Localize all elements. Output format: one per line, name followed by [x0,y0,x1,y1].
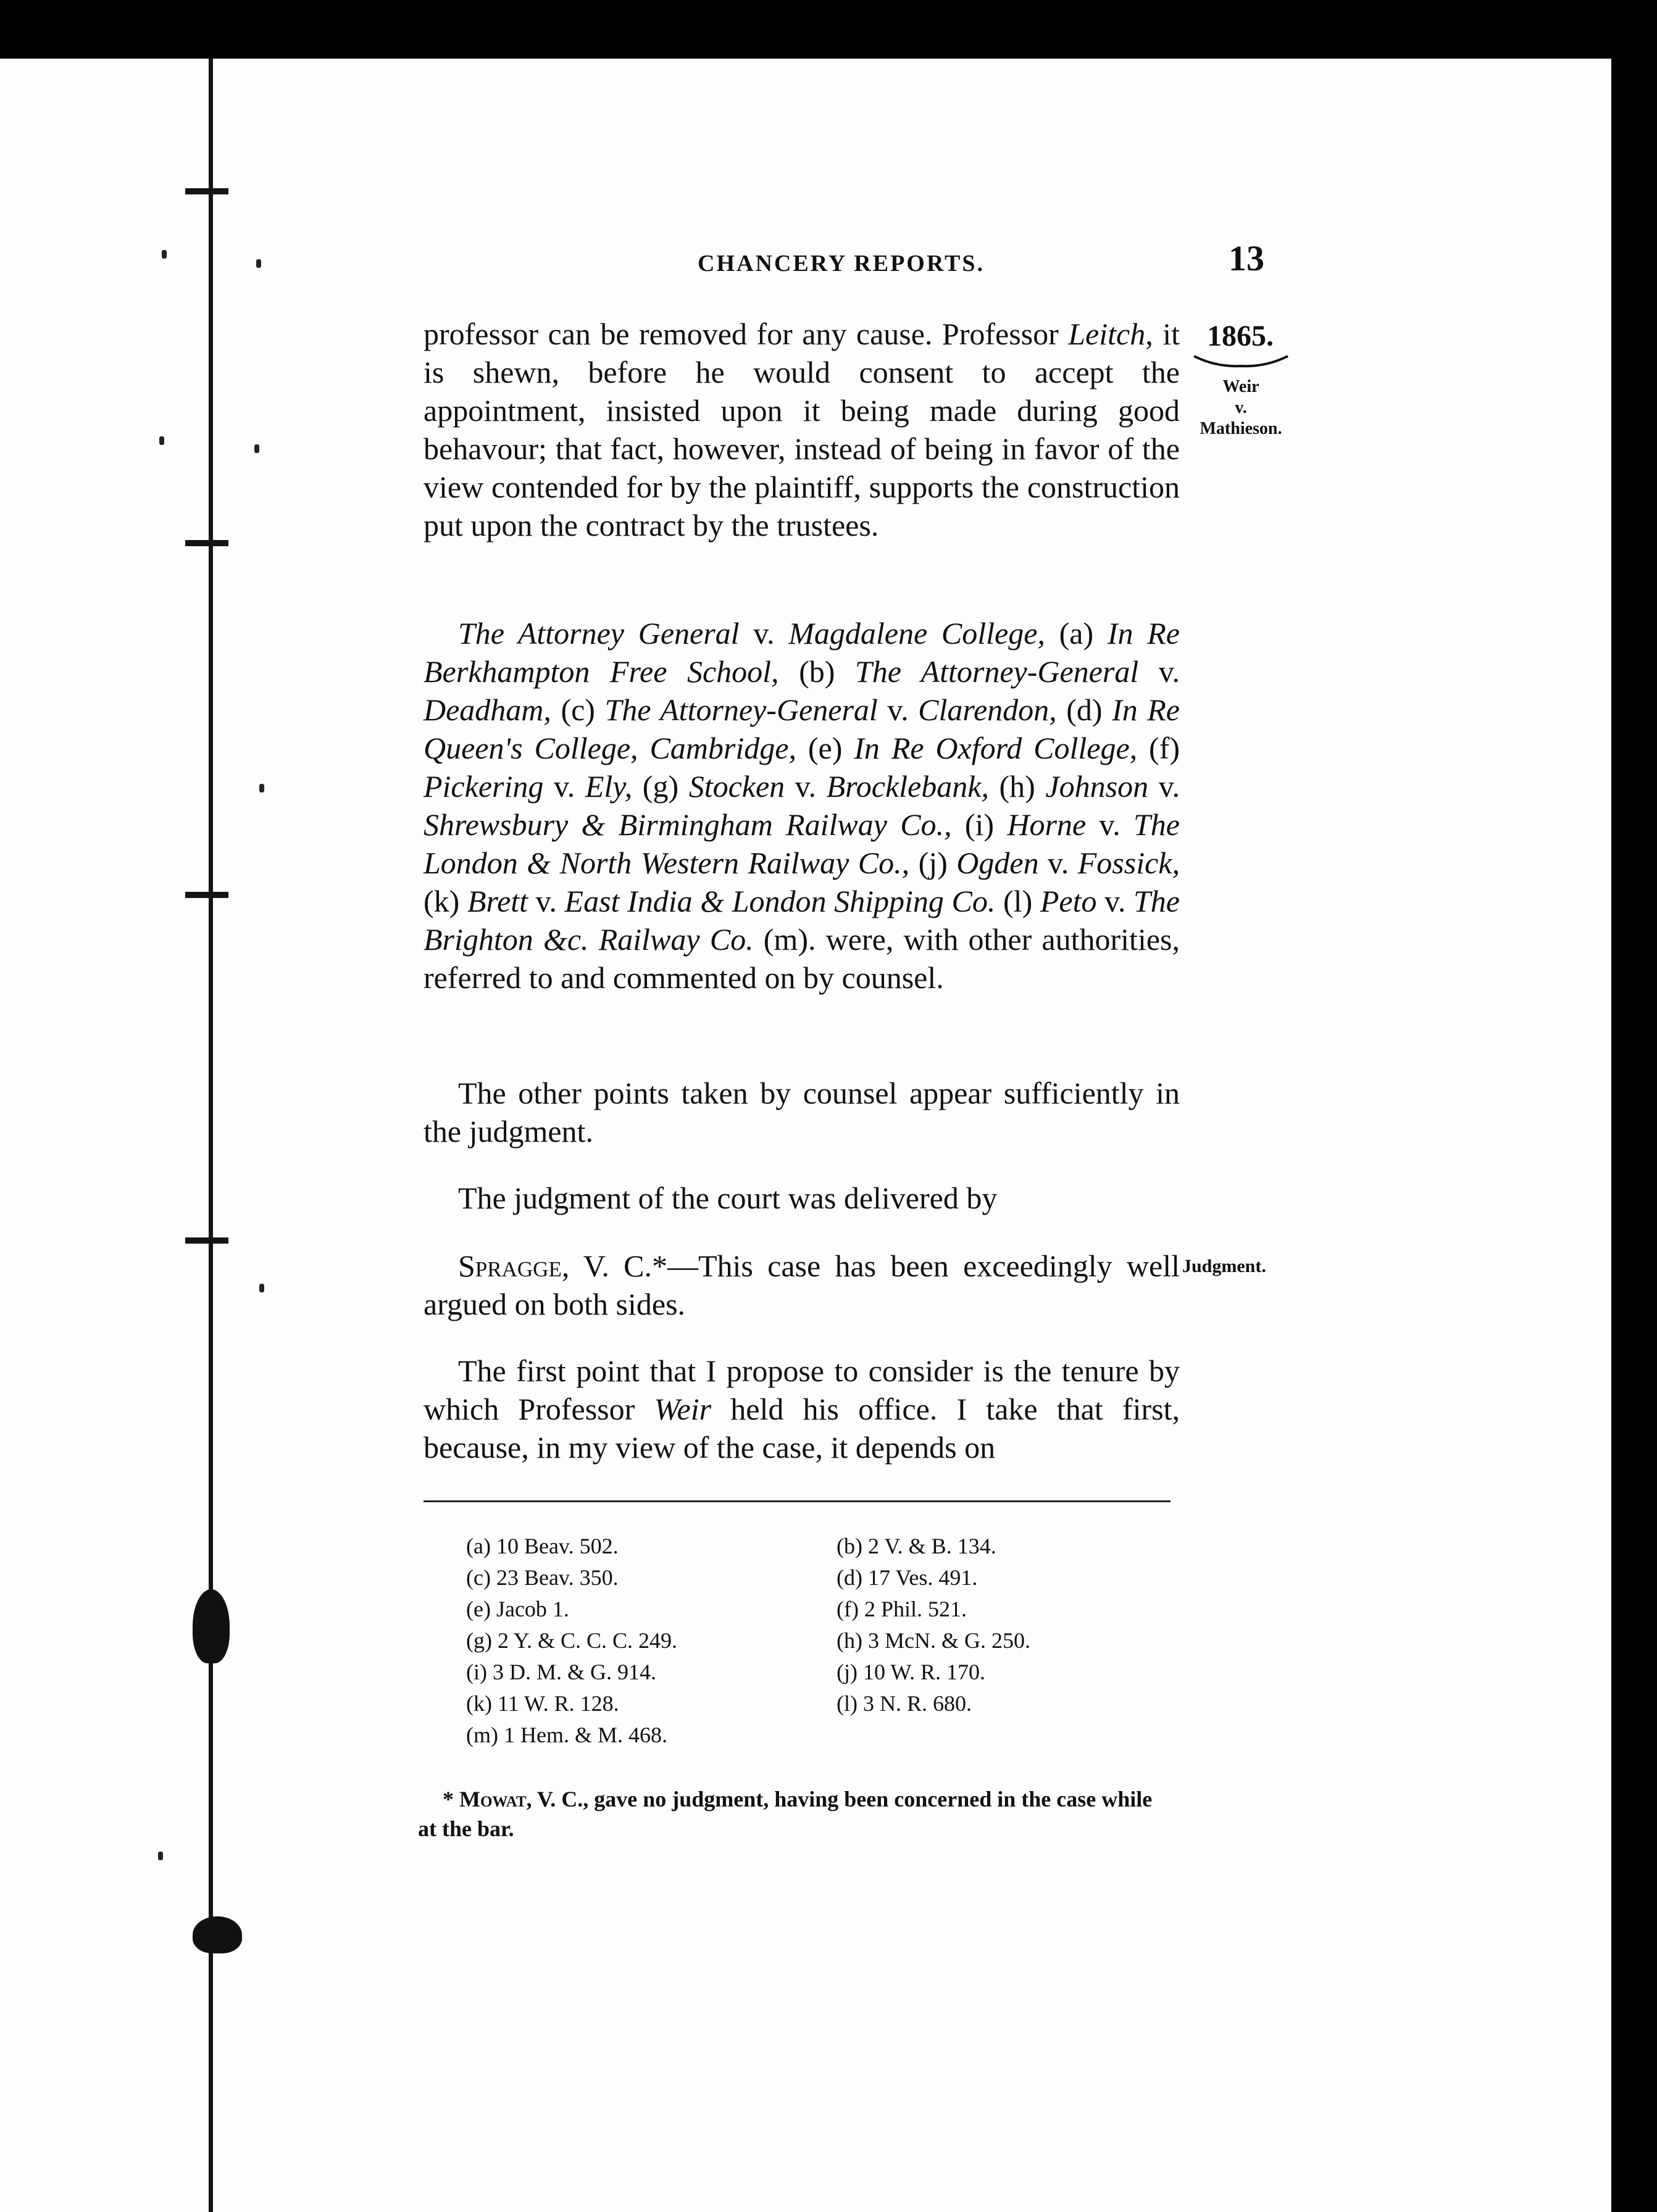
footnote: (a) 10 Beav. 502. [466,1534,619,1558]
italic-run: Stocken [688,769,785,804]
footnote: (m) 1 Hem. & M. 468. [466,1723,667,1747]
text-run: (e) [796,731,854,765]
text-run: The first point that I propose to consider is the tenure by which Professor [424,1353,1180,1426]
footnote: (g) 2 Y. & C. C. C. 249. [466,1628,678,1653]
footnote: (c) 23 Beav. 350. [466,1565,619,1590]
binding-mark [185,540,228,546]
italic-run: In Re Queen's College, Cambridge, [424,692,1180,765]
footnote: (k) 11 W. R. 128. [466,1691,619,1716]
binding-mark [193,1916,242,1953]
text-run: (c) [551,692,605,727]
italic-run: The Attorney-General [604,692,878,727]
italic-run: Magdalene College, [788,616,1045,651]
text-run: v. [877,692,919,727]
italic-run: Johnson [1045,769,1149,804]
text-run: (j) [909,846,957,880]
text-run: v. [739,616,789,651]
italic-run: Leitch [1068,317,1146,351]
text-run: (m). were, with other authorities, referred to and commented on by counsel. [424,922,1180,995]
text-run: v. [1038,846,1078,880]
text-run: (h) [988,769,1046,804]
text-run: held his office. I take that first, because, in my view of the case, it depends on [424,1392,1180,1465]
footnote: (l) 3 N. R. 680. [837,1691,972,1716]
footnote: (f) 2 Phil. 521. [837,1597,967,1621]
italic-run: The Attorney General [458,616,740,651]
margin-speck [256,259,261,268]
italic-run: Shrewsbury & Birmingham Railway Co., [424,807,952,842]
footnote: (h) 3 McN. & G. 250. [837,1628,1030,1653]
italic-run: Fossick, [1077,846,1180,880]
text-run: (b) [778,654,855,689]
binding-mark [185,188,228,194]
brace-icon [1192,354,1290,372]
italic-run: Horne [1007,807,1087,842]
page-number: 13 [1229,238,1264,278]
italic-run: Peto [1040,884,1097,918]
margin-speck [259,784,264,792]
footnote: (j) 10 W. R. 170. [837,1660,986,1684]
italic-run: In Re Oxford College, [854,731,1138,765]
text-run: (d) [1056,692,1112,727]
footnote-rule [424,1500,1171,1502]
italic-run: Ogden [956,846,1039,880]
text-run: gave no judgment, having been concerned in the case while at the bar. [418,1787,1153,1841]
sidenote-case-title [1192,376,1290,439]
margin-speck [158,1852,163,1860]
binding-mark [193,1589,230,1663]
binding-gutter-line [209,59,213,2212]
sidenote-case-line: v. [1235,398,1247,417]
paragraph-6 [424,1352,1180,1466]
margin-speck [259,1284,264,1292]
text-run: v. [1138,654,1180,689]
text-run: (k) [424,884,467,918]
footnote: (e) Jacob 1. [466,1597,569,1621]
paragraph-2-authorities [424,614,1180,997]
text-run: v. [1148,769,1180,804]
italic-run: The London & North Western Railway Co., [424,807,1180,880]
margin-speck [254,444,259,453]
judge-name: * Mowat, V. C., [443,1787,589,1811]
text-run: —This case has been exceedingly well argued on both sides. [424,1249,1180,1321]
italic-run: Brett [467,884,528,918]
sidenote-case-line: Weir [1222,377,1259,396]
italic-run: Weir [654,1392,712,1426]
judge-name: Spragge, V. C.* [458,1249,667,1283]
text-run: , it is shewn, before he would consent to accept the appointment, insisted upon it being made during good behavour; that fact, however, instead of being in favor of the view contended for by the plaintiff, supports the construction put upon the contract by the trustees. [424,317,1180,543]
italic-run: Ely, [585,769,633,804]
paragraph-3: The other points taken by counsel appear sufficiently in the judgment. [424,1076,1180,1149]
italic-run: Brocklebank, [826,769,989,804]
text-run: (a) [1045,616,1108,651]
footnote: (i) 3 D. M. & G. 914. [466,1660,656,1684]
margin-speck [162,250,167,259]
margin-speck [159,436,164,445]
text-run: v. [543,769,585,804]
paragraph-1 [424,315,1180,544]
running-head: CHANCERY REPORTS. [698,251,985,276]
italic-run: East India & London Shipping Co. [564,884,996,918]
footnote-list [466,1531,1207,1751]
italic-run: The Brighton &c. Railway Co. [424,884,1180,957]
text-run: (i) [951,807,1008,842]
footnote: (b) 2 V. & B. 134. [837,1534,996,1558]
text-run: v. [528,884,565,918]
italic-run: The Attorney-General [854,654,1139,689]
text-run: (l) [995,884,1040,918]
italic-run: Clarendon, [918,692,1057,727]
italic-run: In Re Berkhampton Free School, [424,616,1180,689]
text-run: (f) [1137,731,1180,765]
book-page [0,59,1611,2212]
binding-mark [185,1237,228,1244]
text-run: professor can be removed for any cause. Professor [424,317,1069,351]
paragraph-4: The judgment of the court was delivered by [458,1181,998,1215]
sidenote-judgment: Judgment. [1182,1256,1266,1276]
sidenote-case-line: Mathieson. [1200,419,1282,438]
star-footnote [418,1784,1159,1844]
italic-run: Pickering [424,769,544,804]
text-run: (g) [632,769,689,804]
text-run: v. [1086,807,1133,842]
sidenote-year: 1865. [1207,320,1274,352]
text-run: v. [785,769,827,804]
binding-mark [185,892,228,898]
italic-run: Deadham, [424,692,551,727]
text-run: v. [1096,884,1133,918]
footnote: (d) 17 Ves. 491. [837,1565,978,1590]
paragraph-5-judgment [424,1247,1180,1323]
